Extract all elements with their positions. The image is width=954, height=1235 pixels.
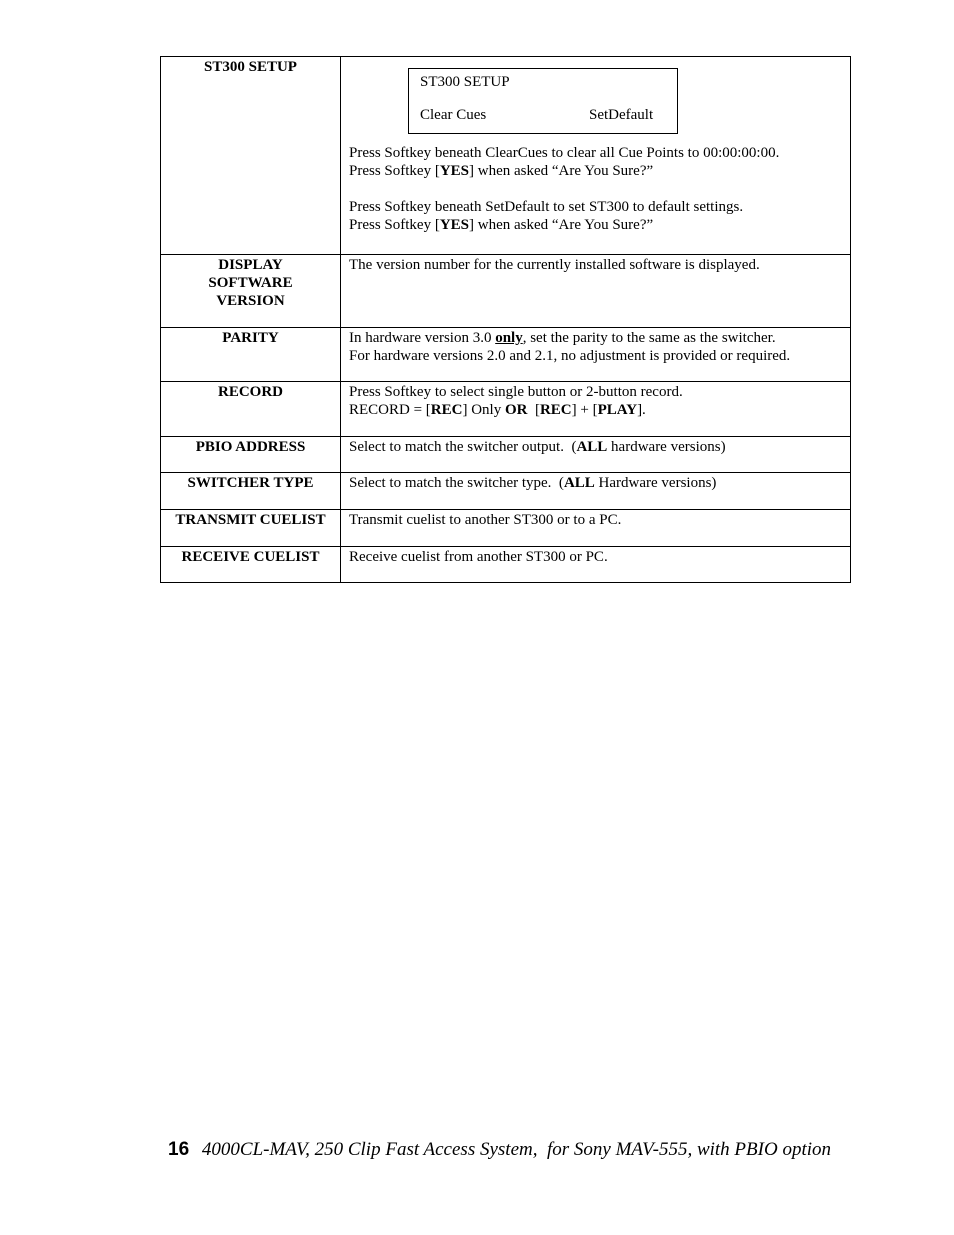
row-label: SWITCHER TYPE (161, 473, 341, 510)
set-default-instructions (349, 198, 842, 234)
row-description: Select to match the switcher output. (ALL hardware versions) (341, 437, 851, 473)
row-description: Transmit cuelist to another ST300 or to a PC. (341, 510, 851, 547)
table-row (161, 382, 851, 437)
row-description: Select to match the switcher type. (ALL Hardware versions) (341, 473, 851, 510)
row-label: ST300 SETUP (161, 57, 341, 255)
table-row (161, 437, 851, 473)
page-footer (168, 1139, 831, 1161)
table-row (161, 57, 851, 255)
row-label: RECEIVE CUELIST (161, 547, 341, 583)
text-line: RECORD = [REC] Only OR [REC] + [PLAY]. (349, 402, 646, 418)
row-description: The version number for the currently installed software is displayed. (341, 255, 851, 328)
text-line: Press Softkey [YES] when asked “Are You Sure?” (349, 217, 654, 233)
table-row (161, 473, 851, 510)
screen-title: ST300 SETUP (420, 74, 510, 90)
text-line: Press Softkey to select single button or 2-button record. (349, 384, 683, 400)
footer-title: 4000CL-MAV, 250 Clip Fast Access System, for Sony MAV-555, with PBIO option (201, 1139, 831, 1160)
clear-cues-instructions (349, 144, 842, 180)
text-line: In hardware version 3.0 only, set the parity to the same as the switcher. (349, 330, 776, 346)
row-label: RECORD (161, 382, 341, 437)
table-row (161, 328, 851, 382)
screen-softkey-left: Clear Cues (420, 107, 487, 123)
row-label: PARITY (161, 328, 341, 382)
row-description (341, 57, 851, 255)
table-row (161, 255, 851, 328)
row-description (341, 382, 851, 437)
row-description: Receive cuelist from another ST300 or PC. (341, 547, 851, 583)
row-description (341, 328, 851, 382)
screen-softkey-right: SetDefault (589, 107, 654, 123)
text-line: Press Softkey beneath ClearCues to clear all Cue Points to 00:00:00:00. (349, 145, 780, 161)
text-line: Press Softkey beneath SetDefault to set ST300 to default settings. (349, 199, 744, 215)
page-number: 16 (168, 1139, 190, 1160)
row-label: TRANSMIT CUELIST (161, 510, 341, 547)
lcd-screen-illustration (408, 68, 678, 134)
row-label: DISPLAY SOFTWARE VERSION (161, 255, 341, 328)
table-row (161, 510, 851, 547)
row-label: PBIO ADDRESS (161, 437, 341, 473)
settings-table (160, 56, 851, 583)
text-line: Press Softkey [YES] when asked “Are You Sure?” (349, 163, 654, 179)
table-row (161, 547, 851, 583)
text-line: For hardware versions 2.0 and 2.1, no adjustment is provided or required. (349, 348, 791, 364)
